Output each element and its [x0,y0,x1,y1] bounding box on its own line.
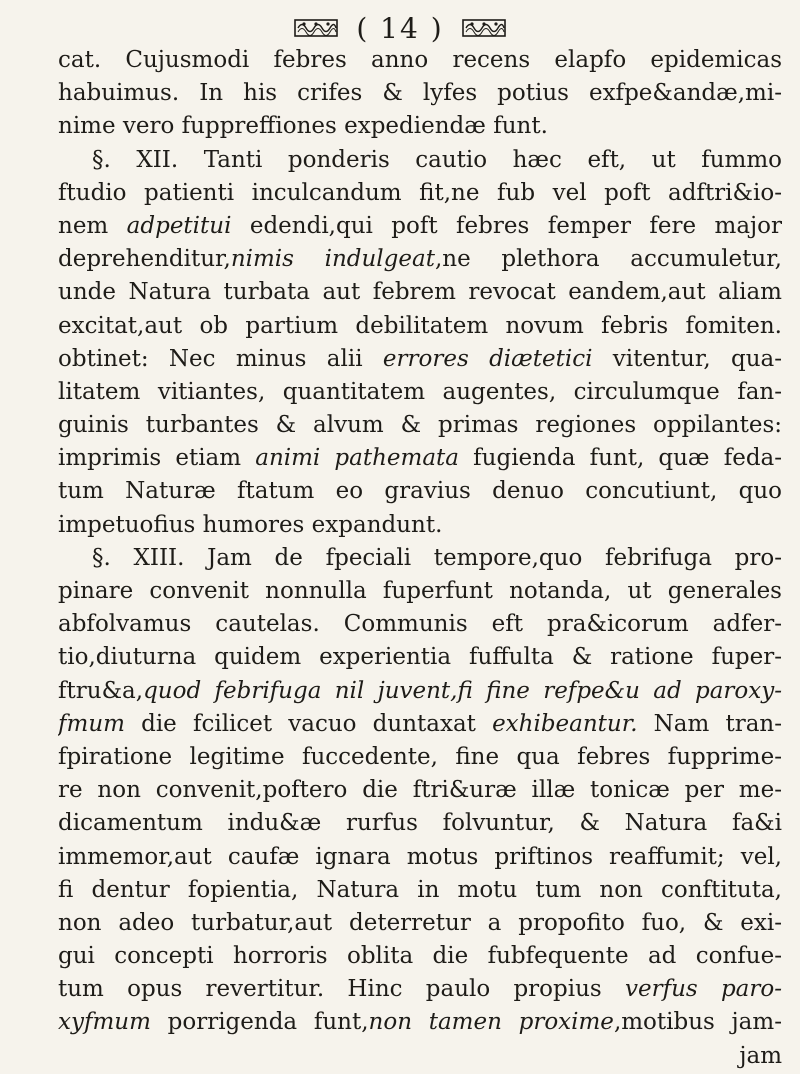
text-line [58,874,782,907]
italic-phrase: exhibeantur. [492,710,638,737]
text-line [58,907,782,940]
text-segment: tum opus revertitur. Hinc paulo propius [58,976,625,1003]
italic-phrase: verfus paro- [624,976,782,1003]
italic-phrase: animi pathemata [255,445,460,472]
text-segment: habuimus. In his crifes & lyfes potius exfpe&andæ,mi- [58,80,782,107]
text-segment: deprehenditur, [58,246,231,273]
text-line [58,807,782,840]
text-segment: ftudio patienti inculcandum fit,ne fub vel poft adftri&io- [58,179,782,206]
text-line [58,409,782,442]
italic-phrase: adpetitui [126,212,232,239]
text-segment: dicamentum indu&æ rurfus folvuntur, & Natura fa&i [58,810,782,837]
left-printer-ornament-icon [294,17,338,39]
text-line [58,940,782,973]
text-segment: gui concepti horroris oblita die fubfequente ad confue- [58,943,782,970]
text-segment: ,ne plethora accumuletur, [434,246,782,273]
text-segment: edendi,qui poft febres femper fere major [231,212,782,239]
text-segment: §. XII. Tanti ponderis cautio hæc eft, ut fummo [92,146,782,173]
text-segment: fpiratione legitime fuccedente, fine qua febres fupprime- [58,743,782,770]
text-segment: die fcilicet vacuo duntaxat [124,710,493,737]
text-segment: Nam tran- [637,710,782,737]
text-line [58,608,782,641]
text-segment: pinare convenit nonnulla fuperfunt notanda, ut generales [58,578,782,604]
right-printer-ornament-icon [462,17,506,39]
text-segment: tum Naturæ ftatum eo gravius denuo concutiunt, quo [58,478,782,505]
text-line [58,210,782,243]
text-line [58,509,782,542]
text-segment: tio,diuturna quidem experientia fuffulta & ratione fuper- [58,644,782,671]
text-segment: cat. Cujusmodi febres anno recens elapfo epidemicas [58,47,782,73]
text-line [58,675,782,708]
text-line [58,177,782,210]
text-segment: imprimis etiam [58,445,256,472]
text-segment: guinis turbantes & alvum & primas regiones oppilantes: [58,412,782,439]
text-segment: vitentur, qua- [592,345,782,372]
text-line [58,376,782,409]
italic-phrase: errores diætetici [382,345,593,372]
text-line [58,774,782,807]
text-segment: ftru&a, [58,677,144,704]
text-line [58,110,782,143]
page-header [0,8,800,48]
page-number: ( 14 ) [356,11,444,45]
text-line [58,575,782,608]
text-line [58,741,782,774]
text-segment: nem [58,212,127,239]
text-segment: abfolvamus cautelas. Communis eft pra&icorum adfer- [58,611,782,638]
text-line [58,44,782,77]
italic-phrase: xyfmum [58,1009,151,1036]
text-segment: obtinet: Nec minus alii [58,345,383,372]
text-segment: re non convenit,poftero die ftri&uræ illæ tonicæ per me- [58,777,782,804]
text-line [58,144,782,177]
text-segment: non adeo turbatur,aut deterretur a propofito fuo, & exi- [58,909,782,936]
body-text [58,44,782,1073]
text-line [58,310,782,343]
text-line [58,641,782,674]
text-segment: immemor,aut caufæ ignara motus priftinos reaffumit; vel, [58,843,782,870]
text-line [58,708,782,741]
text-segment: §. XIII. Jam de fpeciali tempore,quo febrifuga pro- [92,544,782,571]
italic-phrase: non tamen proxime [368,1009,614,1036]
text-segment: nime vero fuppreffiones expediendæ funt. [58,113,548,140]
text-line [58,77,782,110]
text-segment: unde Natura turbata aut febrem revocat eandem,aut aliam [58,279,782,306]
text-segment: fi dentur fopientia, Natura in motu tum non conftituta, [58,876,782,903]
text-line [58,542,782,575]
italic-phrase: quod febrifuga nil juvent,fi fine refpe&u ad paroxy- [143,677,782,704]
text-segment: ,motibus jam- [613,1009,782,1036]
text-line [58,243,782,276]
text-line [58,475,782,508]
catchword [58,1040,782,1073]
text-line [58,841,782,874]
text-line [58,1006,782,1039]
text-line [58,276,782,309]
text-line [58,442,782,475]
text-segment: jam [739,1042,782,1069]
text-line [58,343,782,376]
text-segment: porrigenda funt, [150,1009,369,1036]
text-segment: impetuofius humores expandunt. [58,511,443,538]
italic-phrase: fmum [58,710,125,737]
text-segment: litatem vitiantes, quantitatem augentes, circulumque fan- [58,378,782,405]
text-segment: fugienda funt, quæ feda- [459,445,782,472]
italic-phrase: nimis indulgeat [230,246,435,273]
text-segment: excitat,aut ob partium debilitatem novum febris fomiten. [58,312,782,339]
text-line [58,973,782,1006]
